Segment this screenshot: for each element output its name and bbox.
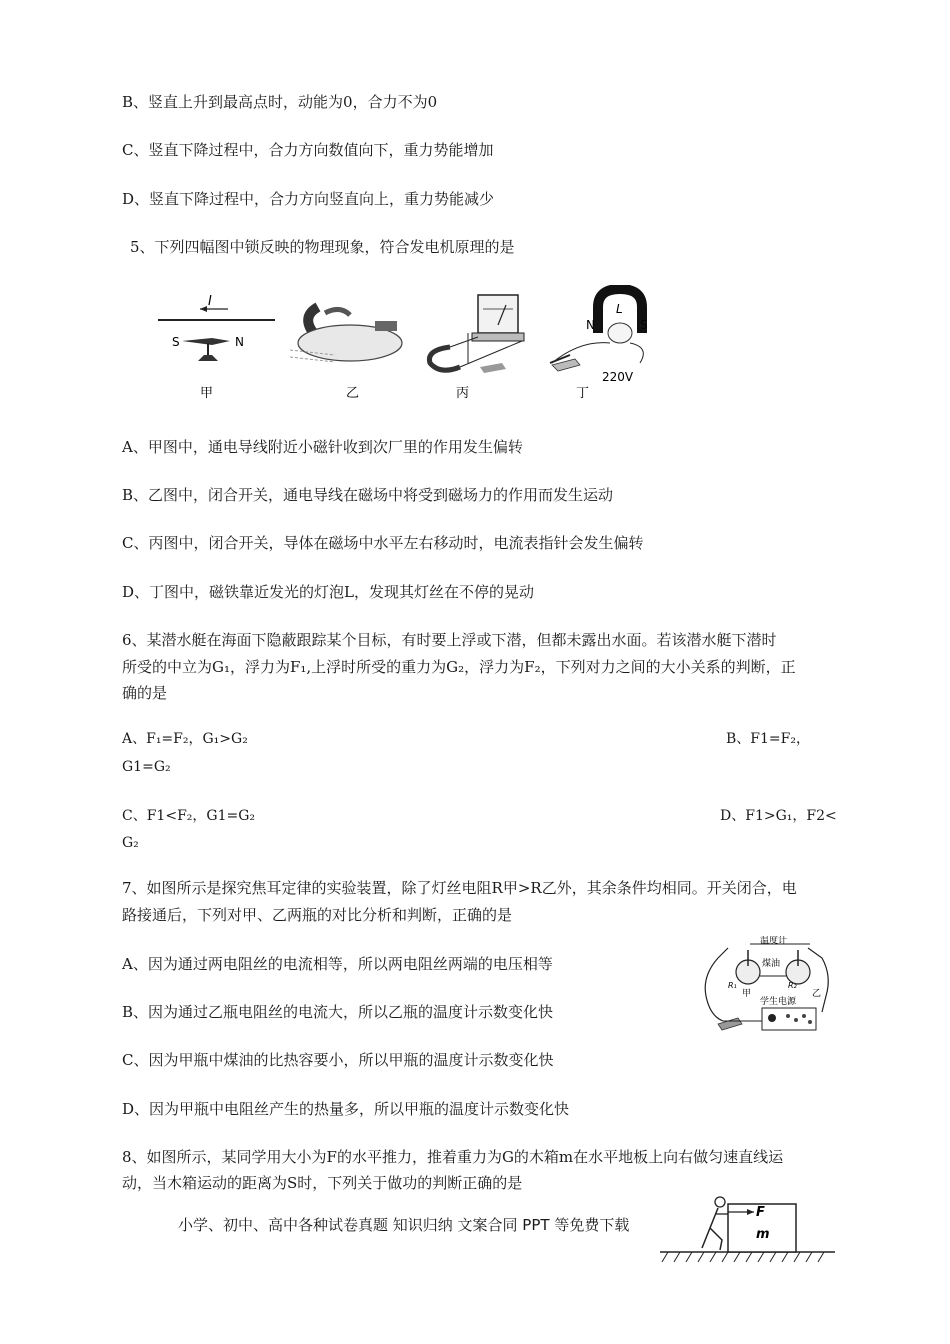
q5-option-a: A、甲图中，通电导线附近小磁针收到次厂里的作用发生偏转 <box>122 438 523 456</box>
bulb-l-label: L <box>616 302 623 316</box>
r1-label: R₁ <box>728 981 737 990</box>
q4-option-c: C、竖直下降过程中，合力方向数值向下，重力势能增加 <box>122 141 494 159</box>
q6-option-c: C、F1<F₂，G1=G₂ <box>122 808 256 824</box>
q8-figure <box>660 1192 840 1272</box>
bottle-jia-label: 甲 <box>742 989 752 999</box>
s-pole-label: S <box>172 335 180 349</box>
q6-stem-line1: 6、某潜水艇在海面下隐蔽跟踪某个目标，有时要上浮或下潜，但都未露出水面。若该潜水艇下潜时 <box>122 631 777 649</box>
power-supply-label: 学生电源 <box>760 997 797 1007</box>
label-bing: 丙 <box>456 386 470 401</box>
q6-option-d-line2: G₂ <box>122 835 139 851</box>
q7-option-d: D、因为甲瓶中电阻丝产生的热量多，所以甲瓶的温度计示数变化快 <box>122 1100 570 1118</box>
q7-stem-line2: 路接通后，下列对甲、乙两瓶的对比分析和判断，正确的是 <box>122 906 513 924</box>
figure-ding <box>550 289 648 401</box>
footer-banner: 小学、初中、高中各种试卷真题 知识归纳 文案合同 PPT 等免费下载 <box>178 1216 630 1234</box>
q4-option-b: B、竖直上升到最高点时，动能为0，合力不为0 <box>122 93 438 111</box>
mass-label: m <box>756 1227 770 1242</box>
label-ding: 丁 <box>576 386 590 401</box>
q7-option-a: A、因为通过两电阻丝的电流相等，所以两电阻丝两端的电压相等 <box>122 955 553 973</box>
q6-option-a: A、F₁=F₂，G₁>G₂ <box>122 731 248 747</box>
q6-stem-line2: 所受的中立为G₁，浮力为F₁,上浮时所受的重力为G₂，浮力为F₂，下列对力之间的大小关系的判断，正 <box>122 658 796 676</box>
magnet-s-label: S <box>640 318 648 332</box>
q7-figure <box>698 936 838 1036</box>
q7-stem-line1: 7、如图所示是探究焦耳定律的实验装置，除了灯丝电阻R甲>R乙外，其余条件均相同。开关闭合，电 <box>122 879 797 897</box>
q8-stem-line2: 动，当木箱运动的距离为S时，下列关于做功的判断正确的是 <box>122 1174 523 1192</box>
q5-option-d: D、丁图中，磁铁靠近发光的灯泡L，发现其灯丝在不停的晃动 <box>122 583 534 601</box>
q5-figure <box>150 285 670 407</box>
force-label: F <box>756 1205 765 1220</box>
label-jia: 甲 <box>200 386 214 401</box>
q7-option-c: C、因为甲瓶中煤油的比热容要小，所以甲瓶的温度计示数变化快 <box>122 1051 554 1069</box>
kerosene-label: 煤油 <box>762 959 781 969</box>
figure-jia <box>158 294 275 401</box>
q4-option-d: D、竖直下降过程中，合力方向竖直向上，重力势能减少 <box>122 190 495 208</box>
q6-option-d-line1: D、F1>G₁，F2< <box>720 808 837 824</box>
r2-label: R₂ <box>788 981 797 990</box>
thermometer-label: 温度计 <box>760 936 788 946</box>
q6-stem-line3: 确的是 <box>122 684 168 702</box>
current-label: I <box>208 294 212 309</box>
q5-option-b: B、乙图中，闭合开关，通电导线在磁场中将受到磁场力的作用而发生运动 <box>122 486 614 504</box>
voltage-label: 220V <box>602 370 634 384</box>
q6-option-b-line1: B、F1=F₂， <box>726 731 810 747</box>
q5-option-c: C、丙图中，闭合开关，导体在磁场中水平左右移动时，电流表指针会发生偏转 <box>122 534 644 552</box>
q6-option-b-line2: G1=G₂ <box>122 759 171 775</box>
n-pole-label: N <box>235 335 244 349</box>
q5-stem: 5、下列四幅图中锁反映的物理现象，符合发电机原理的是 <box>130 238 515 256</box>
figure-yi <box>290 307 402 401</box>
magnet-n-label: N <box>586 318 595 332</box>
figure-bing <box>429 295 524 401</box>
q8-stem-line1: 8、如图所示，某同学用大小为F的水平推力，推着重力为G的木箱m在水平地板上向右做匀速直线运 <box>122 1148 784 1166</box>
q7-option-b: B、因为通过乙瓶电阻丝的电流大，所以乙瓶的温度计示数变化快 <box>122 1003 554 1021</box>
bottle-yi-label: 乙 <box>812 989 822 999</box>
label-yi: 乙 <box>346 386 360 401</box>
